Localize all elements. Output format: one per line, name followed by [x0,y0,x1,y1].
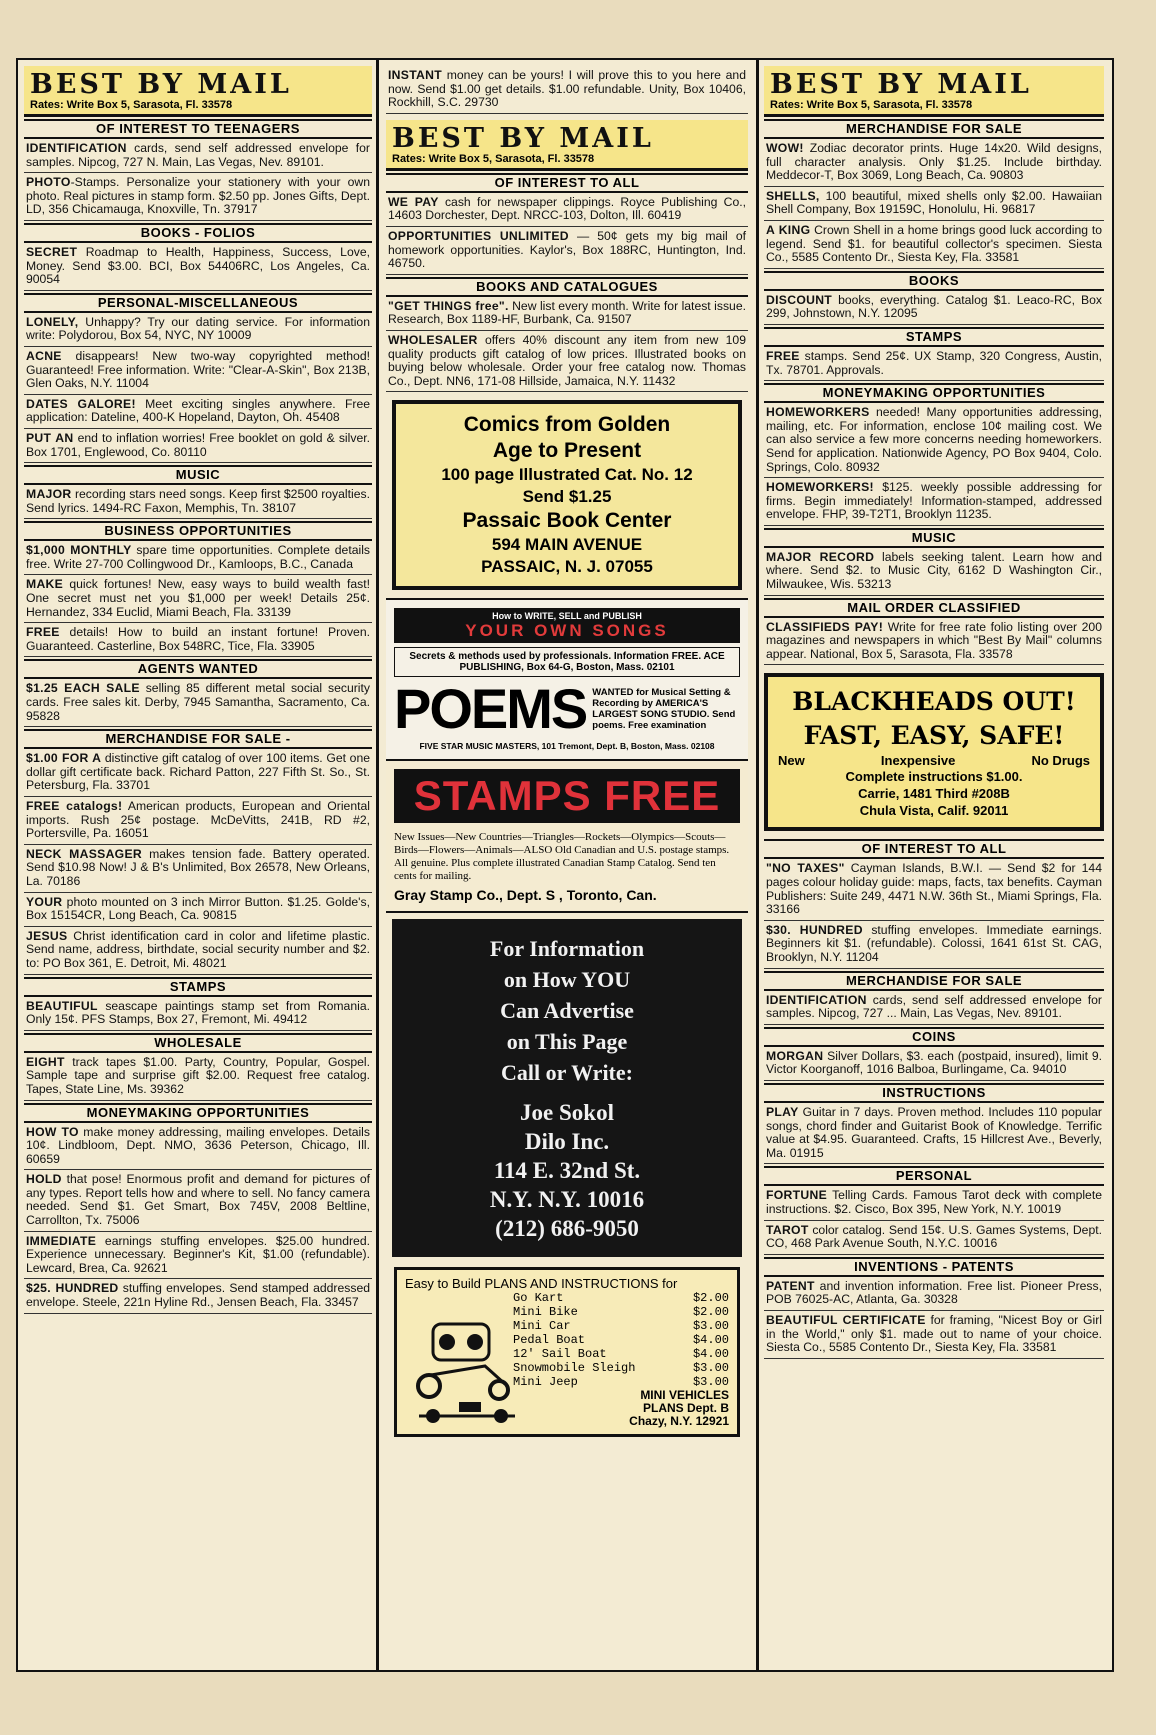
ad-lead: HOMEWORKERS [766,405,870,420]
banner-rates: Rates: Write Box 5, Sarasota, Fl. 33578 [30,99,233,111]
plans-item-price: $2.00 [692,1305,729,1320]
classified-ad [764,859,1104,920]
ad-lead: SECRET [26,244,78,259]
ad-lead: FREE [26,625,60,640]
ad-body: Cayman Islands, B.W.I. — Send $2 for 144 pages colour holiday guide: maps, facts, tax benefits. Cayman Publishers: Suite 249, 4471 N.W. 36th St., Miami Springs, Fla. 33166 [766,861,1102,917]
ad-body: spare time opportunities. Complete details free. Write 27-700 Collingwood Dr., Kamloops, B.C., Canada [26,543,370,571]
plans-item [513,1375,729,1389]
plans-item [513,1305,729,1319]
ad-body: earnings stuffing envelopes. $25.00 hundred. Experience unnecessary. Beginner's Kit, $1.00 (refundable). Lewcard, Brea, Ca. 92621 [26,1233,370,1275]
ad-lead: YOUR [26,894,63,909]
classified-ad [24,541,372,575]
column-2 [386,66,748,1664]
plans-footer: Chazy, N.Y. 12921 [629,1414,729,1429]
classified-ad [24,139,372,173]
classified-ad [24,927,372,975]
category-heading: MONEYMAKING OPPORTUNITIES [24,1103,372,1123]
classified-ad [24,845,372,893]
ad-body: New list every month. Write for latest issue. Research, Box 1189-HF, Burbank, Ca. 91507 [388,298,746,327]
mini-vehicles-plans-ad [394,1267,740,1437]
blackheads-feature: Inexpensive [880,753,956,769]
ad-lead: "GET THINGS free". [388,298,509,313]
ad-lead: WHOLESALER [388,332,478,347]
ad-lead: ACNE [26,348,62,363]
ad-lead: DISCOUNT [766,292,833,307]
category-heading: WHOLESALE [24,1033,372,1053]
category-heading: MERCHANDISE FOR SALE [764,971,1104,991]
classified-ad [386,297,748,331]
category-heading: PERSONAL [764,1166,1104,1186]
best-by-mail-banner [24,66,372,117]
ad-lead: IDENTIFICATION [766,992,867,1007]
category-heading: BOOKS AND CATALOGUES [386,277,748,297]
comics-line: 100 page Illustrated Cat. No. 12 [441,465,693,485]
ad-list [764,839,1104,1358]
classified-ad [24,347,372,395]
category-heading: MUSIC [764,528,1104,548]
advertise-line: For Information [489,936,645,962]
column-rule [376,60,379,1670]
category-heading: AGENTS WANTED [24,659,372,679]
plans-item-name: Mini Bike [513,1305,578,1320]
ad-body: books, everything. Catalog $1. Leaco-RC, Box 299, Johnstown, N.Y. 12095 [766,292,1102,321]
ad-lead: MAKE [26,577,64,592]
plans-item-name: Mini Car [513,1319,571,1334]
classified-ad [24,1232,372,1280]
plans-item-name: Go Kart [513,1291,564,1306]
classifieds-page [16,58,1114,1672]
category-heading: COINS [764,1027,1104,1047]
ad-body: distinctive gift catalog of over 100 items. Get one dollar gift certificate back. Richard Patton, 227 Fifth St. So., St. Petersburg, Fla. 33701 [26,751,370,793]
ad-lead: IDENTIFICATION [26,141,127,155]
plans-item-price: $3.00 [692,1375,729,1390]
advertise-contact: Dilo Inc. [524,1129,610,1155]
category-heading: OF INTEREST TO ALL [764,839,1104,859]
ad-lead: MAJOR RECORD [766,549,875,564]
plans-item-price: $3.00 [692,1319,729,1334]
classified-ad [386,193,748,227]
ad-lead: TAROT [766,1222,809,1237]
ad-body: labels seeking talent. Learn how and where. Send $2. to Music City, 6162 D Washington Cir., Milwaukee, Wis. 53213 [766,549,1102,592]
songs-header-small: How to WRITE, SELL and PUBLISH [492,611,642,622]
category-heading: MAIL ORDER CLASSIFIED [764,598,1104,618]
ad-list [24,119,372,1314]
ad-lead: WE PAY [388,194,439,209]
classified-ad [24,485,372,519]
ad-lead: INSTANT [388,68,443,82]
classified-ad [24,679,372,727]
classified-ad [764,548,1104,596]
stamps-free-display-ad [386,761,748,913]
ad-lead: PATENT [766,1278,815,1293]
go-kart-illustration [415,1306,525,1426]
category-heading: MERCHANDISE FOR SALE [764,119,1104,139]
classified-ad [24,1170,372,1231]
advertise-line: Call or Write: [501,1060,633,1086]
classified-ad [764,1311,1104,1359]
banner-title: BEST BY MAIL [392,122,654,154]
ad-body: photo mounted on 3 inch Mirror Button. $1.25. Golde's, Box 15154CR, Long Beach, Ca. 90815 [26,894,370,923]
category-heading: BUSINESS OPPORTUNITIES [24,521,372,541]
classified-ad [24,623,372,657]
ad-lead: NECK MASSAGER [26,846,142,861]
ad-body: stuffing envelopes. Send stamped addressed envelope. Steele, 221n Hyline Rd., Jensen Beach, Fla. 33457 [26,1281,370,1310]
ad-body: seascape paintings stamp set from Romania. Only 15¢. PFS Stamps, Box 27, Fremont, Mi. 49412 [26,998,370,1027]
ad-body: $125. weekly possible addressing for firms. Begin immediately! Information-stamped, addressed envelope. FHP, 39-T2T1, Brooklyn 11235. [766,480,1102,522]
stamps-free-description: New Issues—New Countries—Triangles—Rockets—Olympics—Scouts—Birds—Flowers—Animals—ALSO Old Canadian and U.S. postage stamps. All genuine. Plus complete illustrated Canadian Stamp Catalog. Send ten cents for mailing. [394,831,730,883]
ad-body: end to inflation worries! Free booklet on gold & silver. Box 1701, Englewood, Co. 80110 [26,430,370,459]
category-heading: MERCHANDISE FOR SALE - [24,729,372,749]
classified-ad [764,478,1104,526]
classified-ad [24,243,372,291]
ad-body: offers 40% discount any item from new 109 quality products gift catalog of low prices. Illustrated books on buying below wholesale. Order your free catalog now. Thomas Co., Dept. NN6, 171-08 Hillside, Jamaica, N.Y. 11432 [388,332,746,388]
blackheads-feature: New [778,753,805,769]
classified-ad [24,1053,372,1101]
ad-lead: EIGHT [26,1054,65,1069]
comics-line: Passaic Book Center [462,509,672,533]
blackheads-headline: FAST, EASY, SAFE! [803,721,1065,751]
plans-item-name: 12' Sail Boat [513,1347,607,1362]
ad-lead: JESUS [26,928,68,943]
category-heading: STAMPS [24,977,372,997]
ad-lead: CLASSIFIEDS PAY! [766,619,884,634]
ad-body: stuffing envelopes. Immediate earnings. Beginners kit $1. (refundable). Colossi, 1641 61st St. CAG, Brooklyn, N.Y. 11204 [766,922,1102,964]
ad-body: Write for free rate folio listing over 200 magazines and newspapers in which "Best By Mail" columns appear. National, Box 5, Sarasota, Fla. 33578 [766,619,1102,661]
classified-ad [24,997,372,1031]
ad-lead: BEAUTIFUL CERTIFICATE [766,1312,926,1327]
ad-lead: MAJOR [26,487,72,502]
classified-ad [386,66,748,114]
classified-ad [24,749,372,797]
ad-body: that pose! Enormous profit and demand for pictures of any types. Report tells how and where to sell. No fancy camera needed. Send $1. Get Smart, Box 745V, 2008 Beltline, Carrollton, Tx. 75006 [26,1172,370,1228]
classified-ad [24,1123,372,1171]
advertise-line: on How YOU [503,967,631,993]
ad-lead: $25. HUNDRED [26,1281,119,1296]
blackheads-features [772,753,1096,768]
ad-lead: HOMEWORKERS! [766,480,874,495]
plans-item [513,1347,729,1361]
ad-body: Unhappy? Try our dating service. For information write: Polydorou, Box 54, NYC, NY 10009 [26,314,370,343]
ad-body: make money addressing, mailing envelopes. Details 10¢. Lindbloom, Dept. NMO, 3636 Peterson, Chicago, Ill. 60659 [26,1124,370,1166]
classified-ad [24,575,372,623]
blackheads-text: Carrie, 1481 Third #208B [858,786,1010,802]
plans-item-price: $4.00 [692,1347,729,1362]
ad-lead: $1,000 MONTHLY [26,543,132,558]
ad-lead: $1.00 FOR A [26,751,102,766]
classified-ad [764,221,1104,269]
ad-lead: "NO TAXES" [766,861,845,876]
ad-lead: $30. HUNDRED [766,922,863,937]
category-heading: INVENTIONS - PATENTS [764,1257,1104,1277]
poems-block [394,677,740,741]
classified-ad [764,618,1104,666]
advertise-info-box [392,919,742,1257]
ad-lead: WOW! [766,141,804,155]
ad-body: Silver Dollars, $3. each (postpaid, insured), limit 9. Victor Koorganoff, 1016 Balboa, Burlingame, Ca. 94010 [766,1048,1102,1077]
ad-lead: HOW TO [26,1124,79,1139]
plans-item-name: Pedal Boat [513,1333,586,1348]
ad-lead: SHELLS, [766,188,820,203]
comics-line: 594 MAIN AVENUE [491,535,643,555]
ad-lead: $1.25 EACH SALE [26,681,140,696]
ad-body: American products, European and Oriental imports. Rush 25¢ postage. McDeVitts, 241B, RD #2, Portersville, Pa. 16051 [26,799,370,841]
classified-ad [764,291,1104,325]
plans-title: Easy to Build PLANS AND INSTRUCTIONS for [405,1276,678,1292]
plans-item-name: Snowmobile Sleigh [513,1361,636,1376]
ad-lead: IMMEDIATE [26,1233,97,1248]
ad-lead: MORGAN [766,1048,824,1063]
ad-lead: LONELY, [26,314,79,329]
classified-ad [24,395,372,429]
ad-body: cards, send self addressed envelope for samples. Nipcog, 727 N. Main, Las Vegas, Nev. 89101. [26,141,370,169]
ad-lead: OPPORTUNITIES UNLIMITED [388,228,569,243]
ad-lead: PHOTO [26,175,71,190]
songs-secrets: Secrets & methods used by professionals. Information FREE. ACE PUBLISHING, Box 64-G, Boston, Mass. 02101 [394,647,740,677]
classified-ad [764,991,1104,1025]
songs-footer: FIVE STAR MUSIC MASTERS, 101 Tremont, Dept. B, Boston, Mass. 02108 [419,741,715,752]
ad-body: recording stars need songs. Keep first $2500 royalties. Send lyrics. 1494-RC Faxon, Memphis, Tn. 38107 [26,487,370,515]
ad-body: Crown Shell in a home brings good luck according to legend. Send $1. for beautiful collector's specimen. Siesta Co., 5585 Contento Dr., Siesta Key, Fla. 33581 [766,222,1102,265]
best-by-mail-banner [764,66,1104,117]
column-3 [764,66,1104,1664]
classified-ad [764,403,1104,478]
banner-rates: Rates: Write Box 5, Sarasota, Fl. 33578 [770,99,973,111]
ad-body: Meet exciting singles anywhere. Free application: Dateline, 400-K Hopeland, Dayton, Oh. 45408 [26,396,370,425]
comics-line: Age to Present [492,439,642,463]
blackheads-headline: BLACKHEADS OUT! [792,687,1076,717]
banner-title: BEST BY MAIL [770,69,1032,100]
advertise-contact: Joe Sokol [520,1100,614,1126]
classified-ad [764,1047,1104,1081]
plans-item [513,1361,729,1375]
ad-body: money can be yours! I will prove this to you here and now. Send $1.00 get details. $1.00 refundable. Unity, Box 10406, Rockhill, S.C. 29730 [388,68,746,110]
plans-item-price: $4.00 [692,1333,729,1348]
plans-item [513,1291,729,1305]
ad-body: cash for newspaper clippings. Royce Publishing Co., 14603 Dorchester, Dept. NRCC-103, Dolton, Ill. 60419 [388,194,746,223]
category-heading: OF INTEREST TO TEENAGERS [24,119,372,139]
column-1 [24,66,372,1664]
songs-header-big: YOUR OWN SONGS [465,621,669,641]
ad-body: details! How to build an instant fortune! Proven. Guaranteed. Casterline, Box 548RC, Tice, Fla. 33905 [26,625,370,653]
plans-item-price: $3.00 [692,1361,729,1376]
banner-title: BEST BY MAIL [30,69,292,100]
advertise-line: Can Advertise [500,998,634,1024]
comics-line: Comics from Golden [463,413,671,437]
ad-lead: A KING [766,222,811,237]
blackheads-text: Complete instructions $1.00. [845,769,1023,785]
plans-footer: MINI VEHICLES [640,1388,729,1403]
ad-lead: FORTUNE [766,1188,828,1203]
ad-list [386,173,748,393]
ad-body: selling 85 different metal social security cards. Free sales kit. Derby, 7945 Samantha, Sacramento, Ca. 95828 [26,681,370,723]
ad-body: needed! Many opportunities addressing, mailing, etc. For information, enclose 10¢ mailing cost. We can also service a few more concerns needing homeworkers. Send for application. Nationwide Agency, PO Box 9404, Colo. Springs, Colo. 80932 [766,405,1102,474]
plans-item-price: $2.00 [692,1291,729,1306]
comics-line: PASSAIC, N. J. 07055 [481,557,653,577]
classified-ad [764,1186,1104,1220]
songs-display-ad [386,598,748,761]
plans-item-name: Mini Jeep [513,1375,578,1390]
classified-ad [24,1279,372,1313]
ad-body: 100 beautiful, mixed shells only $2.00. Hawaiian Shell Company, Box 19159C, Honolulu, Hi. 96817 [766,188,1102,217]
advertise-contact: N.Y. N.Y. 10016 [489,1187,645,1213]
ad-list [386,66,748,114]
ad-body: disappears! New two-way copyrighted method! Guaranteed! Free information. Write: "Clear-A-Skin", Box 213B, Glen Oaks, N.Y. 11004 [26,348,370,391]
classified-ad [24,313,372,347]
songs-header [394,608,740,643]
category-heading: BOOKS [764,271,1104,291]
category-heading: INSTRUCTIONS [764,1083,1104,1103]
classified-ad [764,347,1104,381]
ad-body: quick fortunes! New, easy ways to build wealth fast! One secret must net you $1,000 per week! Details 25¢. Hernandez, 334 Euclid, Miami Beach, Fla. 33139 [26,577,370,619]
ad-body: color catalog. Send 15¢. U.S. Games Systems, Dept. CO, 468 Park Avenue South, N.Y.C. 10016 [766,1222,1102,1251]
blackheads-display-ad [764,673,1104,831]
ad-body: Roadmap to Health, Happiness, Success, Love, Money. Send $3.00. BCI, Box 54406RC, Los Angeles, Ca. 90054 [26,244,370,287]
plans-footer: PLANS Dept. B [642,1401,729,1416]
classified-ad [24,893,372,927]
ad-lead: PUT AN [26,430,74,445]
ad-body: Telling Cards. Famous Tarot deck with complete instructions. $2. Cisco, Box 395, New York, N.Y. 10019 [766,1188,1102,1216]
advertise-line: on This Page [506,1029,628,1055]
plans-item [513,1333,729,1347]
category-heading: MONEYMAKING OPPORTUNITIES [764,383,1104,403]
classified-ad [764,1103,1104,1164]
classified-ad [24,797,372,845]
ad-body: Zodiac decorator prints. Huge 14x20. Wild designs, full character analysis. Only $1.25. Include birthday. Meddecor-T, Box 3069, Long Beach, Ca. 90803 [766,141,1102,183]
stamps-free-title: STAMPS FREE [394,769,740,823]
ad-lead: BEAUTIFUL [26,998,98,1013]
classified-ad [764,1277,1104,1311]
advertise-contact: 114 E. 32nd St. [493,1158,641,1184]
ad-lead: DATES GALORE! [26,396,136,411]
ad-lead: HOLD [26,1172,62,1187]
best-by-mail-banner [386,120,748,171]
classified-ad [386,331,748,392]
category-heading: BOOKS - FOLIOS [24,223,372,243]
ad-list [764,119,1104,665]
category-heading: OF INTEREST TO ALL [386,173,748,193]
plans-item [513,1319,729,1333]
ad-body: track tapes $1.00. Party, Country, Popular, Gospel. Sample tape and surprise gift $2.00. Request free catalog. Tapes, State Line, Ms. 39362 [26,1054,370,1096]
stamps-free-signature: Gray Stamp Co., Dept. S , Toronto, Can. [394,887,657,904]
poems-word: POEMS [394,677,587,741]
column-rule [756,60,759,1670]
ad-body: stamps. Send 25¢. UX Stamp, 320 Congress, Austin, Tx. 78701. Approvals. [766,348,1102,377]
category-heading: STAMPS [764,327,1104,347]
banner-rates: Rates: Write Box 5, Sarasota, Fl. 33578 [392,152,595,165]
ad-body: -Stamps. Personalize your stationery with your own photo. Real pictures in stamp form. $2.50 pp. Jones Gifts, Dept. LD, 356 Chicamauga, Knoxville, Tn. 37917 [26,175,370,217]
ad-lead: FREE catalogs! [26,799,123,813]
ad-lead: FREE [766,348,800,363]
classified-ad [24,173,372,221]
ad-body: and invention information. Free list. Pioneer Press, POB 76025-AC, Atlanta, Ga. 30328 [766,1278,1102,1307]
ad-body: cards, send self addressed envelope for samples. Nipcog, 727 ... Main, Las Vegas, Nev. 89101. [766,992,1102,1021]
blackheads-feature: No Drugs [1031,753,1090,769]
classified-ad [764,1221,1104,1255]
ad-body: Guitar in 7 days. Proven method. Includes 110 popular songs, chord finder and Guitarist Book of Knowledge. Terrific value at $4.95. Guaranteed. Crafts, 15 Hillcrest Ave., Beverly, Ma. 01915 [766,1104,1102,1160]
classified-ad [764,139,1104,187]
category-heading: PERSONAL-MISCELLANEOUS [24,293,372,313]
ad-body: for framing, "Nicest Boy or Girl in the World," only $1. made out to name of your choice. Siesta Co., 5585 Contento Dr., Siesta Key, Fla. 33581 [766,1312,1102,1355]
ad-body: Christ identification card in color and lifetime plastic. Send name, address, birthdate, social security number and $2. to: PO Box 361, E. Detroit, Mi. 48021 [26,928,370,970]
comics-line: Send $1.25 [522,487,612,507]
ad-body: — 50¢ gets my big mail of homework opportunities. Kaylor's, Box 188RC, Huntington, Ind. 46750. [388,228,746,271]
advertise-contact: (212) 686-9050 [495,1216,639,1242]
classified-ad [764,187,1104,221]
blackheads-text: Chula Vista, Calif. 92011 [859,803,1009,819]
comics-display-ad [392,400,742,590]
classified-ad [386,227,748,275]
classified-ad [764,921,1104,969]
poems-description: WANTED for Musical Setting & Recording by AMERICA'S LARGEST SONG STUDIO. Send poems. Free examination [592,687,736,732]
classified-ad [24,429,372,463]
ad-lead: PLAY [766,1104,799,1119]
ad-body: makes tension fade. Battery operated. Send $10.98 Now! J & B's Unlimited, Box 26578, New Orleans, La. 70186 [26,846,370,888]
category-heading: MUSIC [24,465,372,485]
